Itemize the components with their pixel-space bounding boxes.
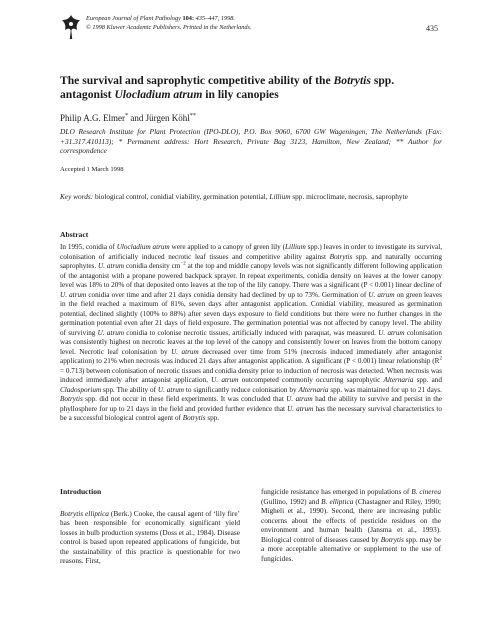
- keywords: Key words: biological control, conidial viability, germination potential, Lillium spp. microclimate, necrosis, saprophyte: [60, 192, 408, 201]
- abstract-heading: Abstract: [60, 230, 89, 239]
- journal-header: [60, 12, 438, 44]
- article-title: The survival and saprophytic competitive ability of the Botrytis spp. antagonist Ulocladium atrum in lily canopies: [60, 74, 395, 101]
- introduction-paragraph-left: Botrytis elliptica (Berk.) Cooke, the causal agent of ‘lily fire’ has been responsible for economically significant yield losses in bulb production systems (Doss et al., 1984). Disease control is based upon repeated applications of fungicide, but the sustainability of this practice is questionable for two reasons. First,: [60, 508, 240, 566]
- body-column-left: [60, 487, 240, 566]
- introduction-heading: Introduction: [60, 487, 102, 496]
- publisher-logo-icon: [60, 14, 82, 40]
- page-number: 435: [426, 24, 438, 33]
- affiliation: DLO Research Institute for Plant Protection (IPO-DLO), P.O. Box 9060, 6700 GW Wageningen, The Netherlands (Fax: +31.317.410113); * Permanent address: Hort Research, Private Bag 3123, Hamilton, New Zealand; ** Author for correspondence: [60, 127, 442, 156]
- author-list: Philip A.G. Elmer* and Jürgen Köhl**: [60, 112, 197, 123]
- journal-citation: European Journal of Plant Pathology 104: 435–447, 1998. © 1998 Kluwer Academic Publishers. Printed in the Netherlands.: [86, 15, 252, 31]
- abstract-body: In 1995, conidia of Ulocladium atrum were applied to a canopy of green lily (Lillium spp.) leaves in order to investigate its survival, colonisation of artificially induced necrotic leaf tissues and competitive ability against Botrytis spp. and naturally occurring saprophytes. U. atrum conidia density $cm^{-2}$ at the top and middle canopy levels was not significantly different following application of the antagonist with a propane powered backpack sprayer. In repeat experiments, conidia density on leaves at the lower canopy level was 18% to 20% of that deposited onto leaves at the top of the lily canopy. There was a significant (P < 0.001) linear decline of U. atrum conidia over time and after 21 days conidia density had declined by up to 73%. Germination of U. atrum on green leaves in the field reached a maximum of 81%, seven days after antagonist application. Conidial viability, measured as germination potential, declined slightly (100% to 88%) after seven days exposure to field conditions but there were no further changes in the germination potential even after 21 days of field exposure. The germination potential was not affected by canopy level. The ability of surviving U. atrum conidia to colonise necrotic tissues, artificially induced with paraquat, was measured. U. atrum colonisation was consistently highest on necrotic leaves at the top level of the canopy and consistently lower on leaves from the bottom canopy level. Necrotic leaf colonisation by U. atrum decreased over time from 51% (necrosis induced immediately after antagonist application) to 21% when necrosis was induced 21 days after antagonist application. A significant (P < 0.001) linear relationship $(R^2 = 0.713)$ between colonisation of necrotic tissues and conidia density prior to induction of necrosis was detected. When necrosis was induced immediately after antagonist application, U. atrum outcompeted commonly occurring saprophytic Alternaria spp. and Cladosporium spp. The ability of U. atrum to significantly reduce colonisation by Alternaria spp. was maintained for up to 21 days. Botrytis spp. did not occur in these field experiments. It was concluded that U. atrum had the ability to survive and persist in the phyllosphere for up to 21 days in the field and provided further evidence that U. atrum has the necessary survival characteristics to be a successful biological control agent of Botrytis spp.: [60, 243, 442, 422]
- introduction-paragraph-right: fungicide resistance has emerged in populations of B. cinerea (Gullino, 1992) and B. elliptica (Chastagner and Riley, 1990; Migheli et al., 1990). Second, there are increasing public concerns about the effects of pesticide residues on the environment and human health (Jansma et al., 1993). Biological control of diseases caused by Botrytis spp. may be a more acceptable alternative or supplement to the use of fungicides.: [261, 487, 441, 563]
- body-column-right: [261, 487, 441, 563]
- accepted-date: Accepted 1 March 1998: [60, 166, 124, 173]
